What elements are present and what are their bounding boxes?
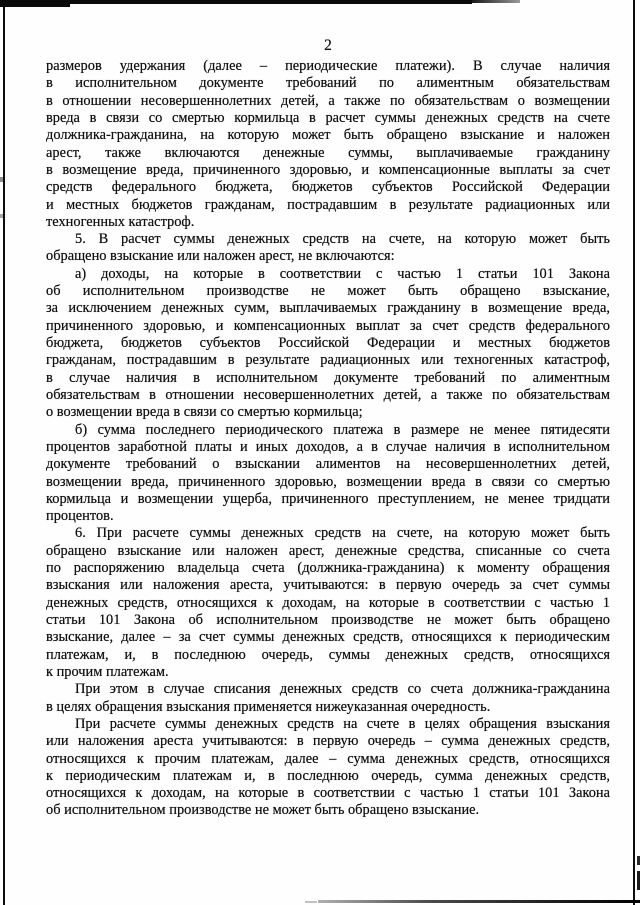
scan-left-edge-mark [0,177,3,182]
text-line: обращено взыскание или наложен арест, денежные средства, списанные со счета [46,542,610,559]
text-line: статьи 101 Закона об исполнительном производстве не может быть обращено [46,612,610,628]
text-line: документе требований о взыскании алиментов на несовершеннолетних детей, [46,456,610,473]
text-line: в целях обращения взыскания применяется нижеуказанная очередность. [46,698,491,715]
text-line: в исполнительном документе требований по алиментным обязательствам [46,75,610,92]
text-line: кормильца и возмещении ущерба, причиненного преступлением, не менее тридцати [46,490,610,507]
page-content [46,37,610,820]
text-line: взыскания или наложения ареста, учитываются: в первую очередь за счет суммы [46,577,610,594]
text-line: размеров удержания (далее – периодические платежи). В случае наличия [46,58,610,74]
text-line: относящихся к прочим платежам, далее – сумма денежных средств, относящихся [46,750,610,767]
text-line: и местных бюджетов гражданам, пострадавшим в результате радиационных или [46,196,610,213]
text-line: за исключением денежных сумм, выплачиваемых гражданину в возмещение вреда, [46,300,610,317]
text-line: о возмещении вреда в связи со смертью кормильца; [46,404,363,421]
text-line: платежам, и, в последнюю очередь, суммы денежных средств, относящихся [46,646,610,663]
text-line: по распоряжению владельца счета (должника-гражданина) к моменту обращения [46,560,610,577]
text-line: 5. В расчет суммы денежных средств на счете, на которую может быть [75,231,610,248]
page-number: 2 [324,37,332,54]
text-line: к прочим платежам. [46,663,169,680]
text-line: об исполнительном производстве не может быть обращено взыскание, [46,283,610,300]
text-line: взыскание, далее – за счет суммы денежных средств, относящихся к периодическим [46,629,610,646]
text-line: При этом в случае списания денежных средств со счета должника-гражданина [75,681,610,698]
text-line: должника-гражданина, на которую может быть обращено взыскание и наложен [46,127,610,144]
text-line: причиненного здоровью, и компенсационных выплат за счет средств федерального [46,317,610,334]
text-line: гражданам, пострадавшим в результате радиационных или техногенных катастроф, [46,352,610,369]
text-line: 6. При расчете суммы денежных средств на счете, на которую может быть [75,525,610,542]
text-line: При расчете суммы денежных средств на счете в целях обращения взыскания [75,715,610,732]
scan-border-top-tail [472,0,520,3]
text-line: а) доходы, на которые в соответствии с частью 1 статьи 101 Закона [75,265,610,282]
text-line: об исполнительном производстве не может быть обращено взыскание. [46,802,480,819]
text-line: бюджета, бюджетов субъектов Российской Федерации и местных бюджетов [46,335,610,351]
scan-bottom-gray-mark [305,901,317,903]
text-line: в возмещение вреда, причиненного здоровью, и компенсационные выплаты за счет [46,161,610,178]
text-line: обязательствам в отношении несовершеннолетних детей, а также по обязательствам [46,386,610,403]
text-line: или наложения ареста учитываются: в первую очередь – сумма денежных средств, [46,733,610,750]
text-line: в отношении несовершеннолетних детей, а также по обязательствам о возмещении [46,92,610,109]
scan-border-top [0,0,472,4]
text-line: техногенных катастроф. [46,213,195,230]
scan-border-right [633,0,635,905]
text-line: процентов заработной платы и иных доходов, а в случае наличия в исполнительном [46,438,610,455]
text-line: средств федерального бюджета, бюджетов субъектов Российской Федерации [46,179,610,196]
text-line: процентов. [46,508,114,525]
text-line: вреда в связи со смертью кормильца в расчет суммы денежных средств на счете [46,109,610,126]
scan-corner-block [0,0,70,7]
text-line: в случае наличия в исполнительном документе требований по алиментным [46,369,610,386]
scan-left-edge-mark [0,214,3,218]
text-line: к периодическим платежам и, в последнюю очередь, сумма денежных средств, [46,767,610,784]
text-line: обращено взыскание или наложен арест, не включаются: [46,248,395,265]
document-text [46,58,610,820]
text-line: арест, также включаются денежные суммы, выплачиваемые гражданину [46,144,610,161]
text-line: возмещении вреда, причиненного здоровью, возмещении вреда в связи со смертью [46,473,610,490]
text-line: денежных средств, относящихся к доходам, на которые в соответствии с частью 1 [46,594,610,611]
text-line: б) сумма последнего периодического платежа в размере не менее пятидесяти [75,421,610,438]
scan-border-bottom [318,900,640,903]
text-line: относящихся к доходам, на которые в соответствии с частью 1 статьи 101 Закона [46,785,610,802]
scan-border-left [3,0,5,905]
